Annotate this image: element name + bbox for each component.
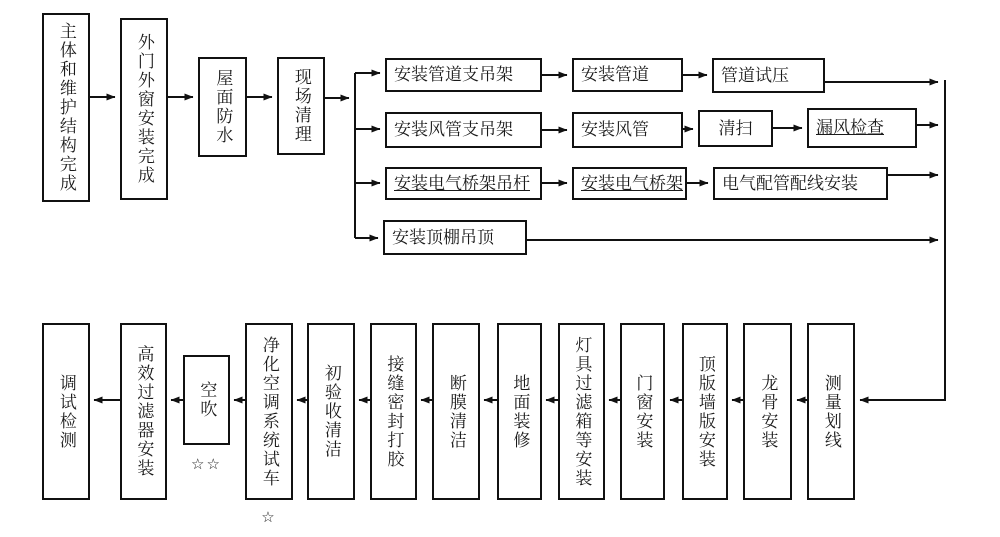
node-electrical-conduit-wiring: 电气配管配线安装 xyxy=(713,167,888,200)
node-site-cleanup: 现场清理 xyxy=(277,57,325,155)
single-star-annotation: ☆ xyxy=(261,509,277,526)
node-duct-support-hangers: 安装风管支吊架 xyxy=(385,112,542,148)
node-pipe-pressure-test: 管道试压 xyxy=(712,58,825,93)
node-commissioning-testing: 调试检测 xyxy=(42,323,90,500)
node-initial-acceptance-cleaning: 初验收清洁 xyxy=(307,323,355,500)
node-main-structure-complete: 主体和维护结构完成 xyxy=(42,13,90,202)
node-cable-tray-installation: 安装电气桥架 xyxy=(572,167,687,200)
node-duct-cleaning: 清扫 xyxy=(698,110,773,147)
node-clean-hvac-system-trial-run: 净化空调系统试车 xyxy=(245,323,293,500)
double-star-annotation: ☆☆ xyxy=(191,456,222,473)
node-cable-tray-hanger-rods: 安装电气桥架吊杆 xyxy=(385,167,542,200)
node-pipe-support-hangers: 安装管道支吊架 xyxy=(385,58,542,92)
node-pipe-installation: 安装管道 xyxy=(572,58,683,92)
node-ceiling-wall-panel-installation: 顶版墙版安装 xyxy=(682,323,728,500)
node-roof-waterproofing: 屋面防水 xyxy=(198,57,247,157)
node-lights-filter-boxes-installation: 灯具过滤箱等安装 xyxy=(558,323,605,500)
node-keel-installation: 龙骨安装 xyxy=(743,323,792,500)
node-measure-layout: 测量划线 xyxy=(807,323,855,500)
node-ceiling-suspension: 安装顶棚吊顶 xyxy=(383,220,527,255)
node-joint-sealing-caulking: 接缝密封打胶 xyxy=(370,323,417,500)
node-hepa-filter-installation: 高效过滤器安装 xyxy=(120,323,167,500)
node-air-blowing: 空吹 xyxy=(183,355,230,445)
node-exterior-doors-windows-complete: 外门外窗安装完成 xyxy=(120,18,168,200)
node-duct-installation: 安装风管 xyxy=(572,112,683,148)
node-floor-finishing: 地面装修 xyxy=(497,323,542,500)
node-film-removal-cleaning: 断膜清洁 xyxy=(432,323,480,500)
node-door-window-installation: 门窗安装 xyxy=(620,323,665,500)
node-leak-check: 漏风检查 xyxy=(807,108,917,148)
